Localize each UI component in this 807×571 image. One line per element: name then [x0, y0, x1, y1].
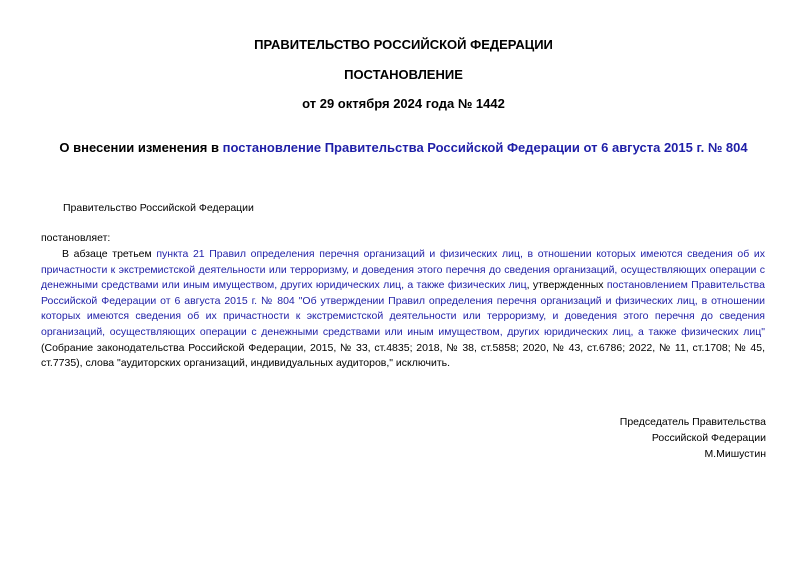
body-text-3: (Собрание законодательства Российской Федерации, 2015, № 33, ст.4835; 2018, № 38, ст.5858; 2020, № 43, ст.6786; 2022, № 11, ст.1708; № 45, ст.7735), слова "аудиторских организаций, индивидуальных аудиторов," исключить.	[41, 341, 765, 370]
resolution-804-link[interactable]: постановлением Правительства Российской Федерации от 6 августа 2015 г. № 804 "Об утверждении Правил определения перечня организаций и физических лиц, в отношении которых имеются сведения об их причастности к экстремистской деятельности или терроризму, и доведения этого перечня до сведения организаций, осуществляющих операции с денежными средствами или иным имуществом, других юридических лиц, а также физических лиц"	[41, 279, 765, 338]
issuer-text: Правительство Российской Федерации	[63, 202, 254, 214]
signature-organization: Российской Федерации	[651, 432, 766, 444]
signature-position: Председатель Правительства	[619, 416, 766, 428]
rules-point-21-link[interactable]: пункта 21 Правил определения перечня организаций и физических лиц, в отношении которых имеются сведения об их причастности к экстремистской деятельности или терроризму, и доведения этого перечня до сведения организаций, осуществляющих операции с денежными средствами или иным имуществом, других юридических лиц, а также физических лиц	[41, 248, 765, 292]
body-text-2: , утвержденных	[526, 279, 607, 292]
signature-name: М.Мишустин	[704, 448, 766, 460]
title-reference-link[interactable]: постановление Правительства Российской Федерации от 6 августа 2015 г. № 804	[222, 140, 748, 155]
resolves-text: постановляет:	[41, 232, 111, 244]
document-type-heading: ПОСТАНОВЛЕНИЕ	[344, 67, 463, 82]
document-date-number: от 29 октября 2024 года № 1442	[302, 96, 505, 111]
body-paragraph	[41, 247, 765, 372]
body-text-1: В абзаце третьем	[62, 248, 157, 260]
government-heading: ПРАВИТЕЛЬСТВО РОССИЙСКОЙ ФЕДЕРАЦИИ	[254, 37, 553, 52]
title-prefix: О внесении изменения в	[59, 140, 223, 155]
document-title	[0, 140, 807, 156]
